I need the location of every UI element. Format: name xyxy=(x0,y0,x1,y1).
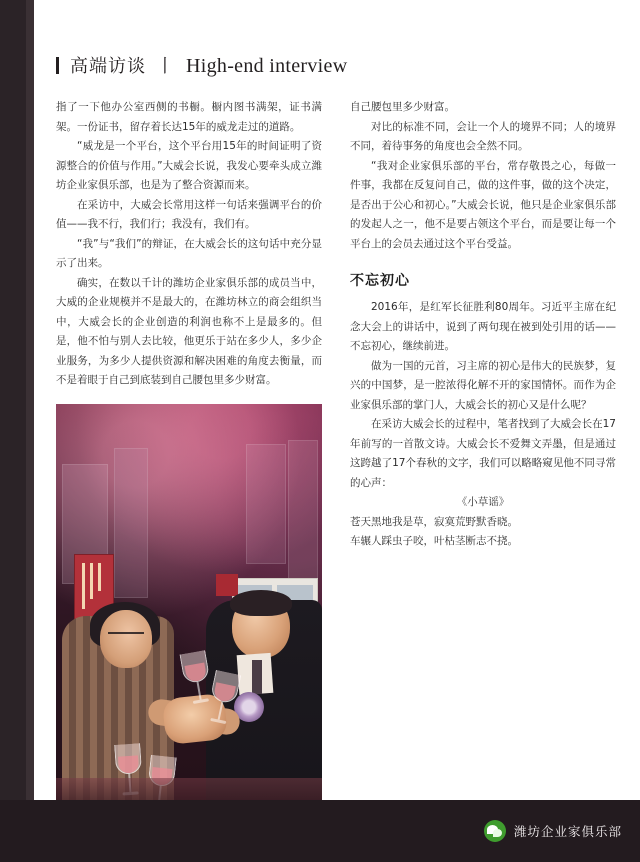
paragraph: 指了一下他办公室西侧的书橱。橱内图书满架，证书满架。一份证书，留存着长达15年的威龙走过的道路。 xyxy=(56,101,322,133)
paragraph: 2016年，是红军长征胜利80周年。习近平主席在纪念大会上的讲话中，说到了两句现在被到处引用的话——不忘初心，继续前进。 xyxy=(350,301,616,352)
magazine-page xyxy=(34,0,640,862)
interview-photo xyxy=(56,404,322,822)
paragraph: 对比的标准不同，会让一个人的境界不同；人的境界不同，着待事务的角度也会全然不同。 xyxy=(350,120,616,152)
left-dark-band xyxy=(0,0,26,862)
paragraph: 在采访中，大威会长常用这样一句话来强调平台的价值——我不行，我们行；我没有，我们有。 xyxy=(56,198,322,230)
paragraph: “威龙是一个平台，这个平台用15年的时间证明了资源整合的价值与作用。”大威会长说，我发心要牵头成立潍坊企业家俱乐部，也是为了整合资源而来。 xyxy=(56,140,322,191)
poem-title: 《小草谣》 xyxy=(456,496,510,508)
man-tie xyxy=(252,660,262,694)
wechat-account[interactable] xyxy=(484,820,622,842)
bottom-bar xyxy=(0,800,640,862)
left-column xyxy=(56,98,322,822)
paragraph: 做为一国的元首，习主席的初心是伟大的民族梦，复兴的中国梦，是一腔浓得化解不开的家国情怀。而作为企业家俱乐部的掌门人，大威会长的初心又是什么呢？ xyxy=(350,359,616,411)
man-hair xyxy=(230,590,292,616)
right-column xyxy=(350,98,616,822)
backdrop-panel xyxy=(246,444,286,564)
paragraph: “我对企业家俱乐部的平台，常存敬畏之心，每做一件事，我都在反复问自己，做的这件事，做的这个决定，是否出于公心和初心。”大威会长说，他只是企业家俱乐部的发起人之一，他不是要占领这个平台，而是要让每一个平台上的会员去通过这个平台受益。 xyxy=(350,159,616,250)
left-dark-band-inner xyxy=(26,0,34,862)
wechat-icon xyxy=(484,820,506,842)
poster-text-line xyxy=(90,563,93,599)
page-header xyxy=(56,52,347,78)
poem-line: 车辗人踩虫子咬，叶枯茎断志不挠。 xyxy=(350,535,518,547)
paragraph: 确实，在数以千计的潍坊企业家俱乐部的成员当中，大威的企业规模并不是最大的，在潍坊林立的商会组织当中，大威会长的企业创造的利润也称不上是最多的。但是，他不怕与别人去比较，他更乐于站在多少人，多少企业服务，为多少人提供资源和解决困难的角度去衡量，而不是着眼于自己到底装到自己腰包里多少财富。 xyxy=(56,276,322,386)
backdrop-panel xyxy=(114,448,148,598)
wechat-account-name: 潍坊企业家俱乐部 xyxy=(513,824,622,839)
red-decor-square xyxy=(216,574,238,596)
poster-text-line xyxy=(98,563,101,591)
section-heading: 不忘初心 xyxy=(350,273,410,289)
backdrop-panel xyxy=(288,440,318,580)
header-title-cn: 高端访谈 xyxy=(70,56,146,77)
paragraph: 自己腰包里多少财富。 xyxy=(350,101,455,113)
header-rule-icon xyxy=(56,57,59,74)
article-columns xyxy=(56,98,616,822)
header-separator: 丨 xyxy=(156,56,174,76)
poster-text-line xyxy=(82,563,85,609)
paragraph: 在采访大威会长的过程中，笔者找到了大威会长在17年前写的一首散文诗。大威会长不爱舞文弄墨，但是通过这跨越了17个春秋的文字，我们可以略略窥见他不同寻常的心声： xyxy=(350,418,616,489)
woman-glasses xyxy=(108,632,144,641)
poem-line: 苍天黑地我是草，寂寞荒野默香晓。 xyxy=(350,515,518,528)
header-title-en: High-end interview xyxy=(186,55,348,77)
paragraph: “我”与“我们”的辩证，在大威会长的这句话中充分显示了出来。 xyxy=(56,237,322,269)
